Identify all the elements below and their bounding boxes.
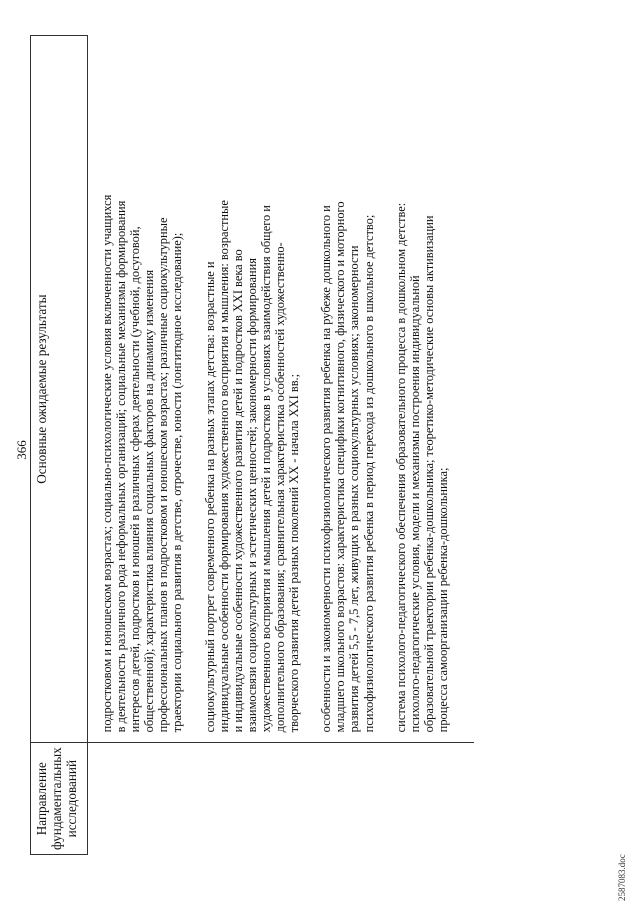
header-direction-line: фундаментальных	[49, 747, 64, 850]
result-block	[100, 44, 185, 733]
text-line: художественного восприятия и мышления детей и подростков в условиях взаимодействия общего и	[258, 205, 273, 733]
header-direction-line: Направление	[34, 762, 49, 836]
result-block	[203, 44, 302, 733]
text-line: взаимосвязи социокультурных и эстетических ценностей; закономерности формирования	[244, 258, 259, 733]
header-direction	[31, 743, 88, 855]
direction-cell	[88, 743, 474, 855]
text-line: творческого развития детей разных поколений XX - начала XXI вв.;	[287, 373, 302, 733]
text-line: индивидуальные особенности формирования художественного восприятия и мышления: возрастные	[216, 200, 231, 733]
text-line: и индивидуальные особенности художественного развития детей и подростков XXI века во	[230, 249, 245, 733]
page-number: 366	[14, 440, 29, 460]
result-block	[319, 44, 375, 733]
header-results: Основные ожидаемые результаты	[31, 36, 88, 743]
text-line: социокультурный портрет современного ребенка на разных этапах детства: возрастные и	[202, 261, 217, 733]
text-line: интересов детей, подростков и юношей в различных сферах деятельности (учебной, досуговой,	[128, 226, 143, 733]
text-line: психолого-педагогические условия, модели и механизмы построения индивидуальной	[407, 275, 422, 733]
table-header-row	[31, 36, 88, 855]
results-cell	[88, 36, 474, 743]
text-line: в деятельность различного рода неформальных организаций; социальные механизмы формирования	[114, 200, 129, 733]
text-line: развития детей 5,5 - 7,5 лет, живущих в разных социокультурных условиях; закономерности	[347, 245, 362, 733]
text-line: младшего школьного возрастов: характеристика специфики когнитивного, физического и моторного	[333, 201, 348, 733]
text-line: траектории социального развития в детстве, отрочестве, юности (лонгитюдное исследование);	[170, 232, 185, 733]
text-line: психофизиологического развития ребенка в период перехода из дошкольного в школьное детство;	[361, 214, 376, 733]
text-line: подростковом и юношеском возрастах; социально-психологические условия включенности учащихся	[100, 194, 114, 733]
header-direction-line: исследований	[64, 759, 79, 838]
text-line: система психолого-педагогического обеспечения образовательного процесса в дошкольном детстве:	[393, 202, 408, 733]
result-block	[394, 44, 450, 733]
text-line: особенности и закономерности психофизиологического развития ребенка на рубеже дошкольного и	[319, 205, 334, 733]
file-reference: 2587083.doc	[617, 854, 627, 901]
text-line: профессиональных планов в подростковом и юношеском возрастах; различные социокультурные	[156, 217, 171, 733]
results-table	[30, 35, 474, 855]
text-line: образовательной траектории ребенка-дошкольника; теоретико-методические основы активизации	[421, 215, 436, 733]
text-line: общественной); характеристика влияния социальных факторов на динамику изменения	[142, 269, 157, 733]
text-line: процесса самоорганизации ребенка-дошкольника;	[435, 467, 450, 733]
text-line: дополнительного образования; сравнительная характеристика особенностей художественно-	[273, 242, 288, 733]
table-row	[88, 36, 474, 855]
